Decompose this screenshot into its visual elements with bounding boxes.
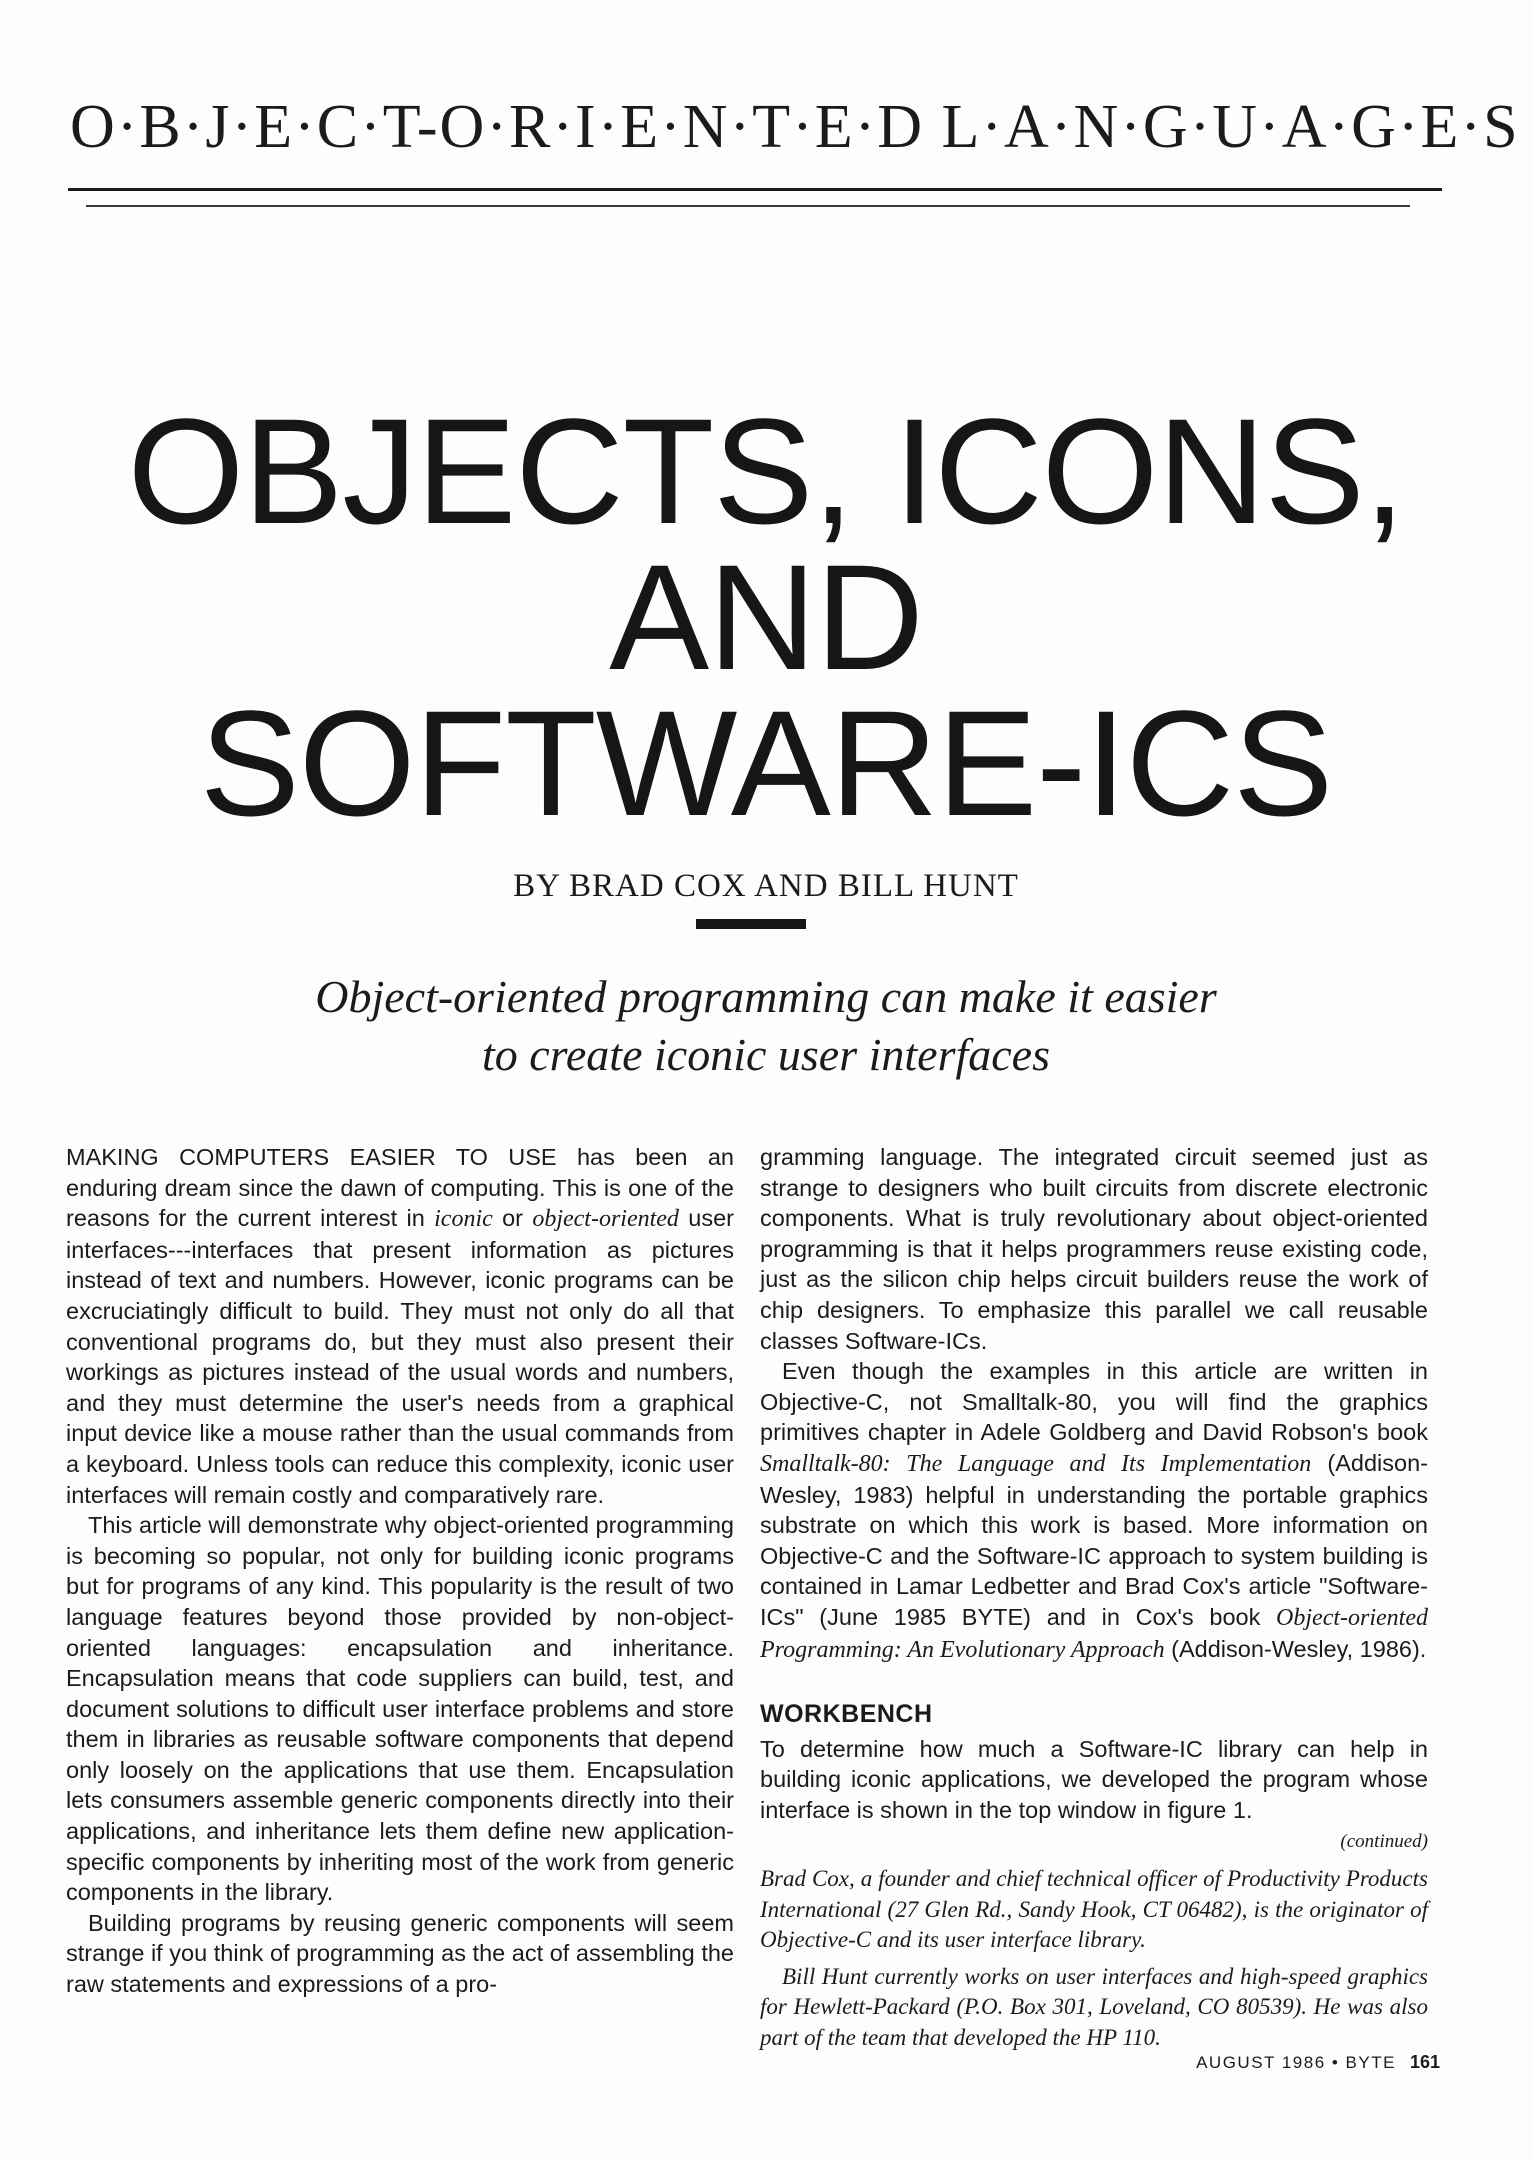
deck-line: to create iconic user interfaces	[481, 1029, 1050, 1080]
lead-in: MAKING COMPUTERS EASIER TO USE	[66, 1144, 557, 1170]
italic-text: Object-oriented Programming: An Evolutionary Approach	[760, 1604, 1428, 1663]
header-rule-thick	[68, 188, 1442, 191]
italic-text: object-oriented	[532, 1206, 679, 1233]
section-header: O·B·J·E·C·T-O·R·I·E·N·T·E·D L·A·N·G·U·A·G·E·S	[70, 93, 1520, 161]
paragraph: gramming language. The integrated circuit seemed just as strange to designers who built circuits from discrete electronic components. What is truly revolutionary about object-oriented programming is that it helps programmers reuse existing code, just as the silicon chip helps circuit builders reuse the work of chip designers. To emphasize this parallel we call reusable classes Software-ICs.	[760, 1144, 1428, 1354]
paragraph: Building programs by reusing generic components will seem strange if you think of programming as the act of assembling the raw statements and expressions of a pro-	[66, 1909, 734, 1998]
subheading: WORKBENCH	[760, 1700, 933, 1729]
paragraph	[66, 1142, 734, 1510]
author-bio: Bill Hunt currently works on user interfaces and high-speed graphics for Hewlett-Packard (P.O. Box 301, Loveland, CO 80539). He was also part of the team that developed the HP 110.	[760, 1963, 1428, 2051]
text: (Addison-Wesley, 1986).	[1164, 1635, 1427, 1662]
title-line: AND	[609, 533, 923, 701]
page-number: 161	[1409, 2052, 1440, 2072]
paragraph: To determine how much a Software-IC library can help in building iconic applications, we developed the program whose interface is shown in the top window in figure 1.	[760, 1735, 1428, 1823]
deck-line: Object-oriented programming can make it easier	[315, 971, 1217, 1022]
italic-text: Smalltalk-80: The Language and Its Implementation	[760, 1450, 1312, 1477]
title-line: SOFTWARE-ICS	[199, 679, 1333, 847]
issue-label: AUGUST 1986 • BYTE	[1196, 2053, 1396, 2072]
paragraph: This article will demonstrate why object-oriented programming is becoming so popular, not only for building iconic programs but for programs of any kind. This popularity is the result of two language features beyond those provided by non-object-oriented languages: encapsulation and inheritance. Encapsulation means that code suppliers can build, test, and document solutions to difficult user interface problems and store them in libraries as reusable software components that depend only loosely on the applications that use them. Encapsulation lets consumers assemble generic components directly into their applications, and inheritance lets them define new application-specific components by inheriting most of the work from generic components in the library.	[66, 1512, 734, 1906]
paragraph	[760, 1356, 1428, 1665]
italic-text: iconic	[434, 1206, 493, 1233]
right-column	[760, 1142, 1428, 2054]
text: or	[492, 1205, 533, 1232]
text: has been an enduring dream since the dawn of computing. This is one of the reasons for the current interest in	[66, 1144, 734, 1232]
text: Even though the examples in this article are written in Objective-C, not Smalltalk-80, you will find the graphics primitives chapter in Adele Goldberg and David Robson's book	[760, 1358, 1428, 1446]
article-title	[0, 387, 1532, 847]
deck	[0, 968, 1532, 1084]
byline: BY BRAD COX AND BILL HUNT	[513, 868, 1019, 904]
page-footer	[1080, 2052, 1440, 2073]
author-bio: Brad Cox, a founder and chief technical officer of Productivity Products International (27 Glen Rd., Sandy Hook, CT 06482), is the originator of Objective-C and its user interface library.	[760, 1866, 1428, 1953]
header-rule-thin	[86, 205, 1410, 207]
text: (Addison-Wesley, 1983) helpful in understanding the portable graphics substrate on which this work is based. More information on Objective-C and the Software-IC approach to system building is contained in Lamar Ledbetter and Brad Cox's article "Software-ICs" (June 1985 BYTE) and in Cox's book	[760, 1449, 1428, 1630]
left-column	[66, 1142, 734, 2000]
text: user interfaces---interfaces that present information as pictures instead of text and numbers. However, iconic programs can be excruciatingly difficult to build. They must not only do all that conventional programs do, but they must also present their workings as pictures instead of the usual words and numbers, and they must determine the user's needs from a graphical input device like a mouse rather than the usual commands from a keyboard. Unless tools can reduce this complexity, iconic user interfaces will remain costly and comparatively rare.	[66, 1205, 734, 1508]
continued-label: (continued)	[1340, 1831, 1428, 1853]
title-line: OBJECTS, ICONS,	[127, 387, 1405, 555]
byline-bar	[696, 919, 806, 929]
